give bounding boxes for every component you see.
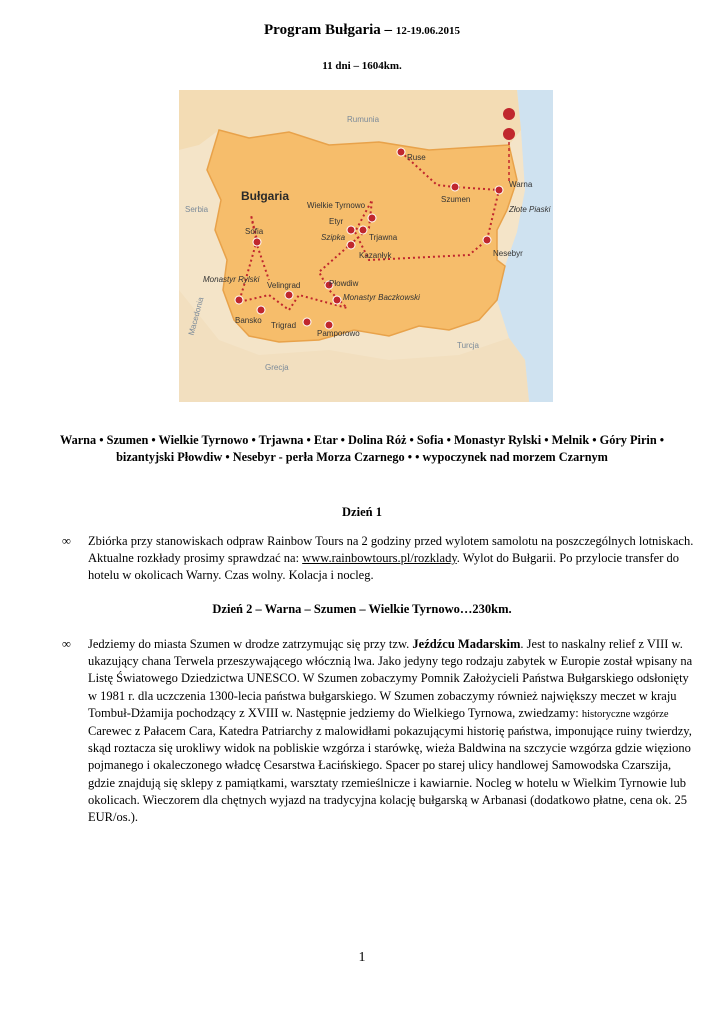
label-nesebyr: Nesebyr	[493, 249, 523, 258]
label-szipka: Szipka	[321, 233, 346, 242]
marker-velingrad	[285, 291, 293, 299]
marker-trjawna	[359, 226, 367, 234]
day2-bullet	[62, 636, 698, 826]
trip-summary: 11 dni – 1604km.	[322, 60, 402, 72]
bullet-icon: ∞	[62, 637, 71, 651]
marker-szumen	[451, 183, 459, 191]
day2-text-part2: . Jest to naskalny relief z VIII w. ukazujący chana Terwela przeszywającego włócznią lwa. Jako jedyny tego rodzaju zabytek w Europie został wpisany na Listę Światowego Dziedzictwa UNESCO. W Szumen zobaczymy Pomnik Założycieli Państwa Bułgarskiego odsłonięty w 1981 r. dla uczczenia 1300-lecia państwa bułgarskiego. W Szumen zobaczymy również największy meczet w kraju Tombuł-Dżamija pochodzący z XVIII w. Następnie jedziemy do Wielkiego Tyrnowa, zwiedzamy:	[88, 637, 693, 720]
marker-baczkowski	[333, 296, 341, 304]
label-kazanlyk: Kazanłyk	[359, 251, 392, 260]
day2-heading: Dzień 2 – Warna – Szumen – Wielkie Tyrnowo…230km.	[212, 602, 512, 616]
marker-warna	[495, 186, 503, 194]
marker-nesebyr	[483, 236, 491, 244]
marker-sofia	[253, 238, 261, 246]
label-etyr: Etyr	[329, 217, 344, 226]
tour-highlights: Warna • Szumen • Wielkie Tyrnowo • Trjawna • Etar • Dolina Róż • Sofia • Monastyr Rylski • Melnik • Góry Pirin • bizantyjski Płowdiw • Nesebyr - perła Morza Czarnego • • wypoczynek nad morzem Czarnym	[59, 433, 665, 464]
label-velingrad: Velingrad	[267, 281, 301, 290]
page-number: 1	[358, 950, 366, 965]
day2-bold-madarski: Jeźdźcu Madarskim	[412, 637, 521, 651]
label-trjawna: Trjawna	[369, 233, 398, 242]
bulgaria-shape	[207, 130, 517, 342]
marker-pamporowo	[325, 321, 333, 329]
marker-etyr	[347, 226, 355, 234]
day1-heading: Dzień 1	[342, 505, 382, 519]
label-monastyr-rylski: Monastyr Rylski	[203, 275, 260, 284]
marker-ruse	[397, 148, 405, 156]
day2-text	[88, 636, 698, 826]
label-plowdiw: Płowdiw	[329, 279, 359, 288]
label-serbia: Serbia	[185, 205, 209, 214]
label-warna: Warna	[509, 180, 533, 189]
day1-text-part1: Zbiórka przy stanowiskach odpraw Rainbow Tours na 2 godziny przed wylotem samolotu na poszczególnych lotniskach. Aktualne rozkłady prosimy sprawdzać na:	[88, 534, 694, 566]
label-grecja: Grecja	[265, 363, 289, 372]
label-tyrnowo: Wielkie Tyrnowo	[307, 201, 366, 210]
label-trigrad: Trigrad	[271, 321, 297, 330]
title-text: Program Bułgaria –	[264, 22, 393, 38]
marker-kazanlyk	[347, 241, 355, 249]
label-monastyr-baczkowski: Monastyr Baczkowski	[343, 293, 420, 302]
airplane-icon	[503, 128, 515, 140]
label-turcja: Turcja	[457, 341, 479, 350]
day2-small-text: historyczne wzgórze	[581, 708, 669, 720]
marker-bansko	[257, 306, 265, 314]
rozklady-link[interactable]: www.rainbowtours.pl/rozklady	[302, 551, 457, 566]
label-szumen: Szumen	[441, 195, 471, 204]
day1-text	[88, 533, 698, 585]
day2-text-part1: Jedziemy do miasta Szumen w drodze zatrzymując się przy tzw.	[88, 637, 413, 651]
title-date: 12-19.06.2015	[395, 25, 460, 37]
bullet-icon: ∞	[62, 534, 71, 548]
label-rumunia: Rumunia	[347, 115, 380, 124]
route-map	[179, 90, 553, 402]
airplane-icon	[503, 108, 515, 120]
day2-text-part3: Carewec z Pałacem Cara, Katedra Patriarchy z malowidłami pokazującymi historię państwa, imponujące ruiny twierdzy, skąd roztacza się urokliwy widok na pobliskie wzgórza i starówkę, wieża Baldwina na szczycie wzgórza gdzie więziono pojmanego i okaleczonego władcę Cesarstwa Łacińskiego. Spacer po starej ulicy handlowej Samowodska Czarszija, gdzie znajdują się sklepy z pamiątkami, warsztaty rzemieślnicze i kawiarnie. Nocleg w hotelu w Wielkim Tyrnowie lub okolicach. Wieczorem dla chętnych wyjazd na tradycyjna kolację bułgarską w Arbanasi (dodatkowo płatne, cena ok. 25 EUR/os.).	[88, 724, 692, 825]
label-sofia: Sofia	[245, 227, 264, 236]
page-title	[0, 22, 724, 39]
label-ruse: Ruse	[407, 153, 426, 162]
label-macedonia: Macedonia	[186, 296, 206, 337]
marker-trigrad	[303, 318, 311, 326]
day1-bullet	[62, 533, 698, 585]
label-bulgaria: Bułgaria	[241, 189, 290, 203]
marker-rylski	[235, 296, 243, 304]
label-zlote-piaski: Złote Piaski	[509, 205, 551, 214]
label-pamporowo: Pamporowo	[317, 329, 360, 338]
day1-text-part2: . Wylot do Bułgarii. Po przylocie transfer do hotelu w okolicach Warny. Czas wolny. Kolacja i nocleg.	[88, 551, 680, 583]
label-bansko: Bansko	[235, 316, 262, 325]
marker-tyrnowo	[368, 214, 376, 222]
